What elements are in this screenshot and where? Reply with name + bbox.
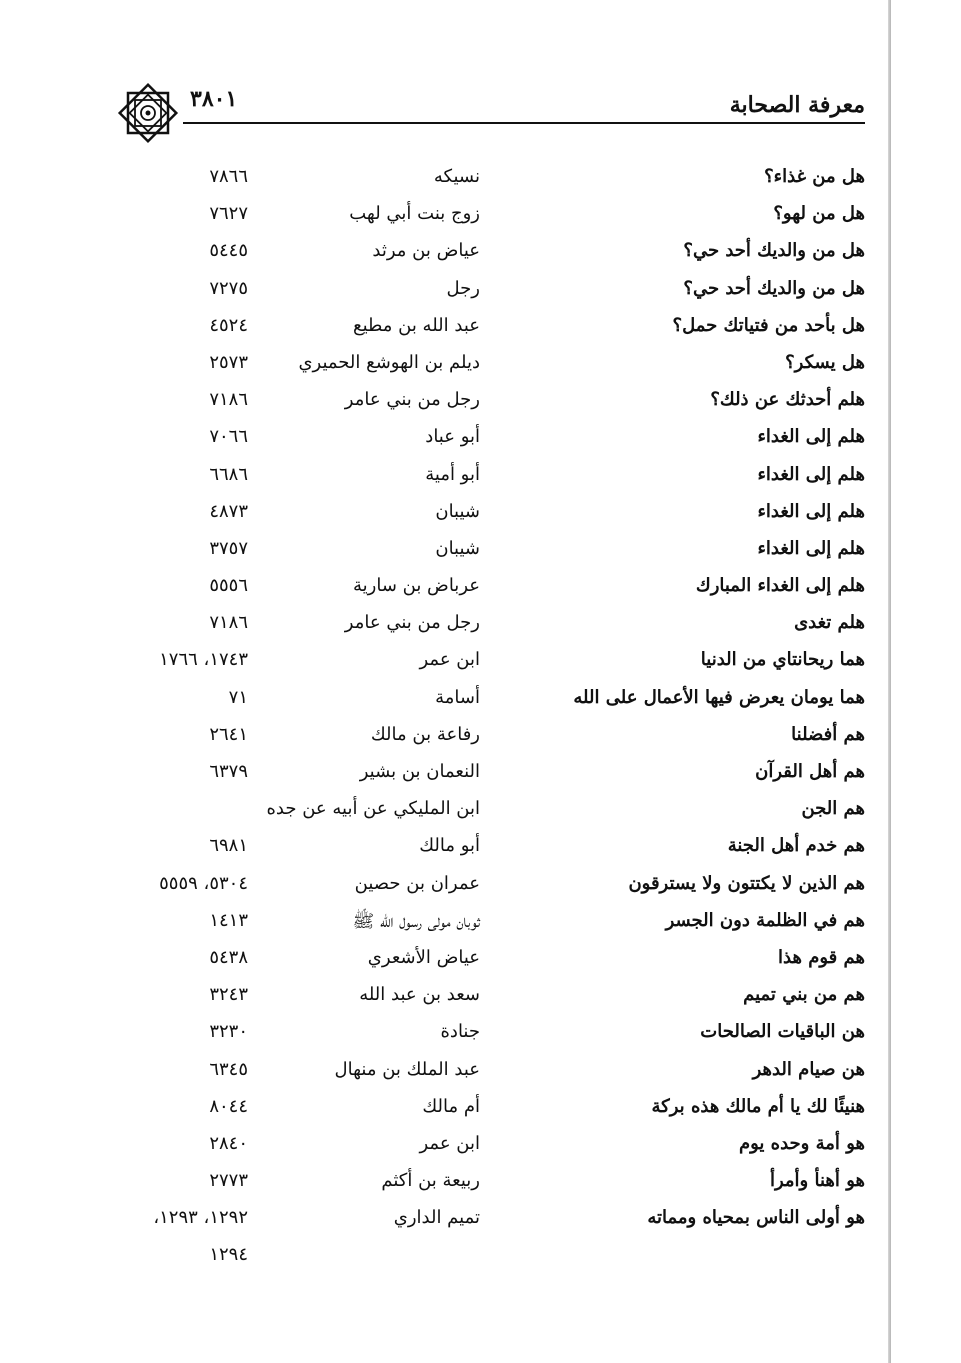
table-row	[120, 718, 865, 755]
table-row	[120, 1201, 865, 1238]
hadith-phrase: هما يومان يعرض فيها الأعمال على الله	[573, 686, 865, 708]
page-title: معرفة الصحابة	[729, 92, 865, 118]
hadith-phrase: هما ريحانتاي من الدنيا	[700, 649, 865, 671]
hadith-phrase: هلم تغدى	[794, 612, 865, 634]
hadith-number: ٦٣٤٥	[209, 1058, 248, 1080]
table-row	[120, 1015, 865, 1052]
narrator-name: تميم الداري	[393, 1207, 480, 1229]
hadith-number: ٣٢٣٠	[209, 1021, 248, 1043]
table-row	[120, 829, 865, 866]
narrator-name: رجل من بني عامر	[344, 612, 480, 634]
hadith-phrase: هلم إلى الغداء	[757, 537, 865, 559]
table-row	[120, 904, 865, 941]
table-row	[120, 309, 865, 346]
hadith-number: ١٢٩٢، ١٢٩٣،	[153, 1207, 248, 1229]
hadith-number: ٣٧٥٧	[209, 537, 248, 559]
table-row	[120, 234, 865, 271]
narrator-name: عياض الأشعري	[367, 946, 480, 968]
narrator-name: ابن عمر	[419, 1132, 480, 1154]
hadith-number: ٤٥٢٤	[209, 314, 248, 336]
hadith-phrase: هل من غذاء؟	[764, 166, 865, 187]
hadith-phrase: هن صيام الدهر	[752, 1058, 865, 1080]
hadith-number: ٢٦٤١	[209, 723, 248, 745]
hadith-number: ٣٢٤٣	[209, 984, 248, 1006]
hadith-number: ٤٨٧٣	[209, 500, 248, 522]
hadith-phrase: هلم إلى الغداء	[757, 500, 865, 522]
hadith-number: ٥٤٤٥	[209, 240, 248, 262]
hadith-phrase: هل بأحد من فتياتك حمل؟	[672, 314, 865, 336]
table-row	[120, 643, 865, 680]
hadith-number: ٢٥٧٣	[209, 351, 248, 373]
hadith-number: ٥٤٣٨	[209, 946, 248, 968]
narrator-name: عبد الملك بن منهال	[334, 1058, 480, 1080]
hadith-number: ٢٨٤٠	[209, 1132, 248, 1154]
table-row	[120, 458, 865, 495]
table-row	[120, 681, 865, 718]
hadith-phrase: هلم إلى الغداء المبارك	[695, 575, 865, 597]
hadith-number: ٥٥٥٦	[209, 575, 248, 597]
narrator-name: عبد الله بن مطيع	[352, 314, 480, 336]
hadith-phrase: هم أفضلنا	[791, 723, 865, 745]
hadith-phrase: هل من والديك أحد حي؟	[683, 240, 865, 262]
octagonal-star-ornament-icon	[115, 80, 181, 146]
hadith-number: ٧٠٦٦	[209, 426, 248, 448]
hadith-number: ٧٨٦٦	[209, 166, 248, 187]
hadith-phrase: هم قوم هذا	[778, 946, 865, 968]
narrator-name: أبو أمية	[425, 463, 480, 485]
narrator-name: شيبان	[435, 500, 480, 522]
narrator-name: ابن عمر	[419, 649, 480, 671]
narrator-name: جنادة	[440, 1021, 480, 1043]
narrator-name: شيبان	[435, 537, 480, 559]
table-row	[120, 1053, 865, 1090]
narrator-name: نسيكه	[433, 166, 480, 187]
hadith-number: ٨٠٤٤	[209, 1095, 248, 1117]
table-row	[120, 978, 865, 1015]
narrator-name: أسامة	[435, 686, 480, 708]
table-row	[120, 792, 865, 829]
page-edge	[888, 0, 891, 1363]
hadith-number: ١٤١٣	[209, 909, 248, 931]
hadith-phrase: هنيئًا لك يا أم مالك هذه بركة	[651, 1095, 865, 1117]
table-row	[120, 160, 865, 197]
table-row	[120, 1238, 865, 1275]
table-row	[120, 941, 865, 978]
hadith-number: ٧١٨٦	[209, 612, 248, 634]
narrator-name: ديلم بن الهوشع الحميري	[298, 351, 480, 373]
narrator-name: ابن المليكي عن أبيه عن جده	[266, 798, 480, 820]
page-header	[115, 80, 865, 140]
hadith-number: ١٢٩٤	[209, 1244, 248, 1266]
table-row	[120, 197, 865, 234]
table-row	[120, 755, 865, 792]
hadith-number: ٧١	[228, 686, 248, 708]
hadith-number: ٧٦٢٧	[209, 203, 248, 225]
hadith-number: ٧١٨٦	[209, 389, 248, 411]
table-row	[120, 495, 865, 532]
table-row	[120, 532, 865, 569]
hadith-phrase: هم أهل القرآن	[755, 761, 865, 782]
table-row	[120, 383, 865, 420]
hadith-number: ٥٣٠٤، ٥٥٥٩	[159, 872, 248, 894]
hadith-phrase: هم في الظلمة دون الجسر	[665, 909, 865, 931]
table-row	[120, 1164, 865, 1201]
hadith-number: ٦٩٨١	[209, 835, 248, 857]
hadith-phrase: هو أهنأ وأمرأ	[769, 1170, 865, 1192]
hadith-number: ٦٣٧٩	[209, 761, 248, 782]
header-divider	[183, 122, 865, 124]
narrator-name: أبو مالك	[419, 835, 480, 857]
table-row	[120, 346, 865, 383]
narrator-name: ثوبان مولى رسول الله ﷺ	[352, 910, 480, 932]
hadith-phrase: هو أمة وحده يوم	[738, 1132, 865, 1154]
hadith-phrase: هم الجن	[801, 798, 865, 820]
page-number: ٣٨٠١	[190, 86, 238, 112]
hadith-phrase: هم الذين لا يكتتون ولا يسترقون	[628, 872, 865, 894]
narrator-name: رجل من بني عامر	[344, 389, 480, 411]
index-table	[120, 160, 865, 1276]
narrator-name: عياض بن مرثد	[372, 240, 480, 262]
hadith-number: ٢٧٧٣	[209, 1170, 248, 1192]
hadith-phrase: هلم إلى الغداء	[757, 463, 865, 485]
narrator-name: عرباض بن سارية	[352, 575, 480, 597]
table-row	[120, 606, 865, 643]
hadith-phrase: هم من بني تميم	[743, 984, 865, 1006]
narrator-name: أم مالك	[422, 1095, 480, 1117]
table-row	[120, 569, 865, 606]
narrator-name: عمران بن حصين	[354, 872, 480, 894]
narrator-name: النعمان بن بشير	[359, 761, 480, 782]
hadith-phrase: هن الباقيات الصالحات	[700, 1021, 865, 1043]
narrator-name: زوج بنت أبي لهب	[349, 203, 480, 225]
table-row	[120, 1127, 865, 1164]
hadith-phrase: هل من لهو؟	[773, 203, 865, 225]
table-row	[120, 1090, 865, 1127]
hadith-phrase: هل من والديك أحد حي؟	[683, 277, 865, 299]
narrator-name: رفاعة بن مالك	[370, 723, 480, 745]
hadith-phrase: هلم أحدثك عن ذلك؟	[710, 389, 865, 411]
hadith-number: ٧٢٧٥	[209, 277, 248, 299]
narrator-name: سعد بن عبد الله	[359, 984, 480, 1006]
narrator-name: ربيعة بن أكثم	[381, 1170, 480, 1192]
table-row	[120, 272, 865, 309]
hadith-phrase: هو أولى الناس بمحياه ومماته	[647, 1207, 865, 1229]
table-row	[120, 420, 865, 457]
hadith-number: ١٧٤٣، ١٧٦٦	[159, 649, 248, 671]
hadith-number: ٦٦٨٦	[209, 463, 248, 485]
narrator-name: رجل	[446, 277, 480, 299]
table-row	[120, 867, 865, 904]
hadith-phrase: هل يسكر؟	[785, 351, 865, 373]
hadith-phrase: هلم إلى الغداء	[757, 426, 865, 448]
narrator-name: أبو عباد	[425, 426, 480, 448]
hadith-phrase: هم خدم أهل الجنة	[727, 835, 865, 857]
